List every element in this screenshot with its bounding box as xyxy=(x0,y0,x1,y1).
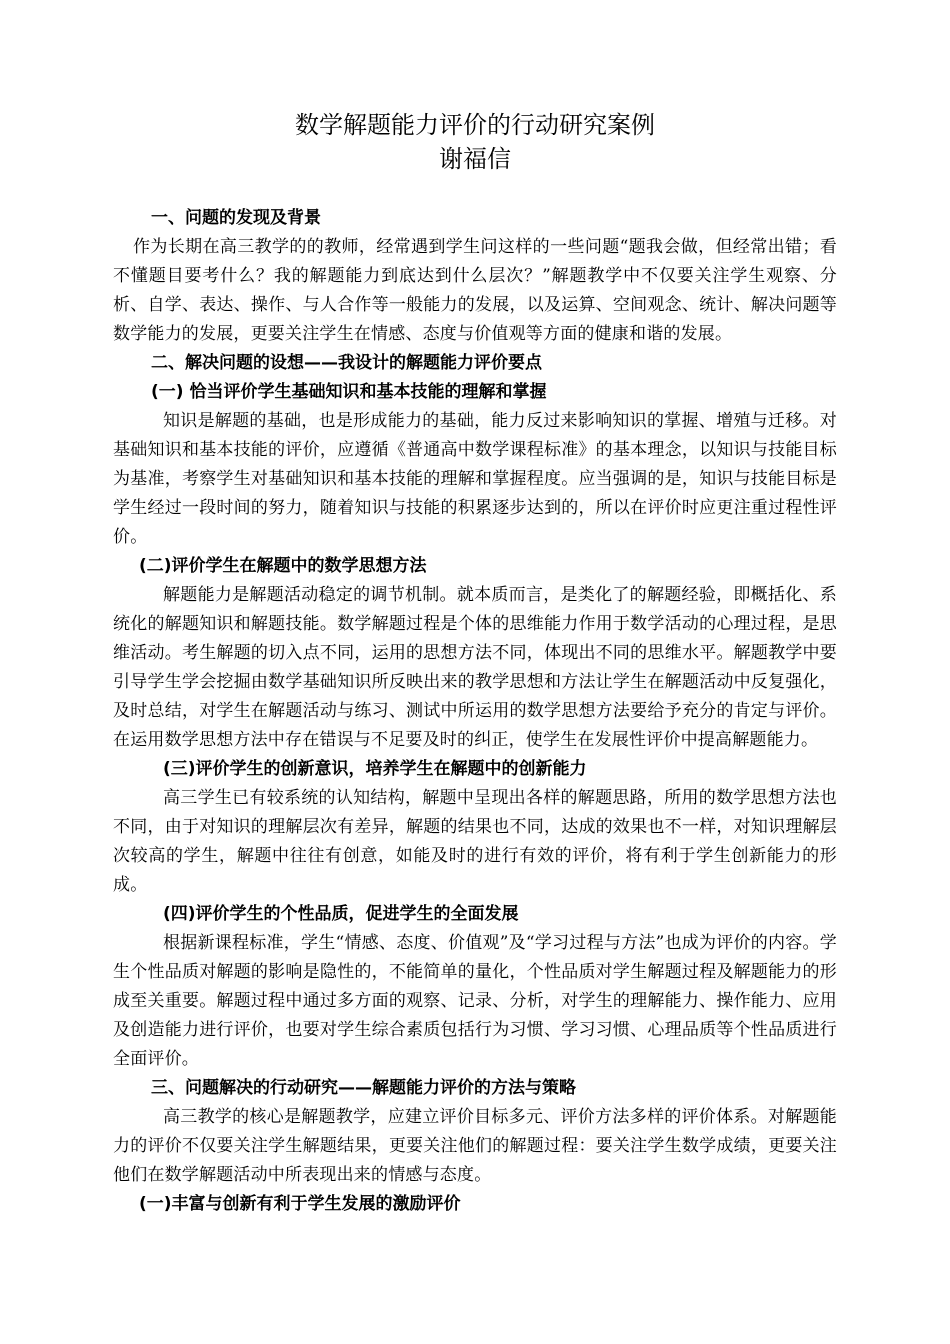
section-heading-1: 一、问题的发现及背景 xyxy=(151,208,321,228)
subsection-heading-2-3: (三)评价学生的创新意识，培养学生在解题中的创新能力 xyxy=(163,759,587,779)
section-heading-3: 三、问题解决的行动研究——解题能力评价的方法与策略 xyxy=(151,1078,576,1098)
subsection-heading-3-1: (一)丰富与创新有利于学生发展的激励评价 xyxy=(139,1194,461,1214)
paragraph-knowledge: 知识是解题的基础，也是形成能力的基础，能力反过来影响知识的掌握、增殖与迁移。对基础知识和基本技能的评价，应遵循《普通高中数学课程标准》的基本理念，以知识与技能目标为基准，考察学生对基础知识和基本技能的理解和掌握程度。应当强调的是，知识与技能目标是学生经过一段时间的努力，随着知识与技能的积累逐步达到的，所以在评价时应更注重过程性评价。 xyxy=(113,411,837,547)
paragraph-background: 作为长期在高三教学的的教师，经常遇到学生问这样的一些问题“题我会做，但经常出错；看不懂题目要考什么？我的解题能力到底达到什么层次？”解题教学中不仅要关注学生观察、分析、自学、表达、操作、与人合作等一般能力的发展，以及运算、空间观念、统计、解决问题等数学能力的发展，更要关注学生在情感、态度与价值观等方面的健康和谐的发展。 xyxy=(113,237,837,344)
section-heading-2: 二、解决问题的设想——我设计的解题能力评价要点 xyxy=(151,353,542,373)
document-author: 谢福信 xyxy=(439,145,511,173)
subsection-heading-2-4: (四)评价学生的个性品质，促进学生的全面发展 xyxy=(163,904,519,924)
document-title: 数学解题能力评价的行动研究案例 xyxy=(295,111,655,139)
document-page xyxy=(113,108,837,1219)
paragraph-strategy: 高三教学的核心是解题教学，应建立评价目标多元、评价方法多样的评价体系。对解题能力的评价不仅要关注学生解题结果，更要关注他们的解题过程：要关注学生数学成绩，更要关注他们在数学解题活动中所表现出来的情感与态度。 xyxy=(113,1107,837,1185)
subsection-heading-2-1: (一) 恰当评价学生基础知识和基本技能的理解和掌握 xyxy=(151,382,547,402)
paragraph-innovation: 高三学生已有较系统的认知结构，解题中呈现出各样的解题思路，所用的数学思想方法也不同，由于对知识的理解层次有差异，解题的结果也不同，达成的效果也不一样，对知识理解层次较高的学生，解题中往往有创意，如能及时的进行有效的评价，将有利于学生创新能力的形成。 xyxy=(113,788,837,895)
subsection-heading-2-2: (二)评价学生在解题中的数学思想方法 xyxy=(139,556,427,576)
paragraph-thinking-methods: 解题能力是解题活动稳定的调节机制。就本质而言，是类化了的解题经验，即概括化、系统化的解题知识和解题技能。数学解题过程是个体的思维能力作用于数学活动的心理过程，是思维活动。考生解题的切入点不同，运用的思想方法不同，体现出不同的思维水平。解题教学中要引导学生学会挖掘由数学基础知识所反映出来的教学思想和方法让学生在解题活动中反复强化，及时总结，对学生在解题活动与练习、测试中所运用的数学思想方法要给予充分的肯定与评价。在运用数学思想方法中存在错误与不足要及时的纠正，使学生在发展性评价中提高解题能力。 xyxy=(113,585,837,750)
paragraph-personality: 根据新课程标准，学生“情感、态度、价值观”及“学习过程与方法”也成为评价的内容。学生个性品质对解题的影响是隐性的，不能简单的量化，个性品质对学生解题过程及解题能力的形成至关重要。解题过程中通过多方面的观察、记录、分析，对学生的理解能力、操作能力、应用及创造能力进行评价，也要对学生综合素质包括行为习惯、学习习惯、心理品质等个性品质进行全面评价。 xyxy=(113,933,837,1069)
